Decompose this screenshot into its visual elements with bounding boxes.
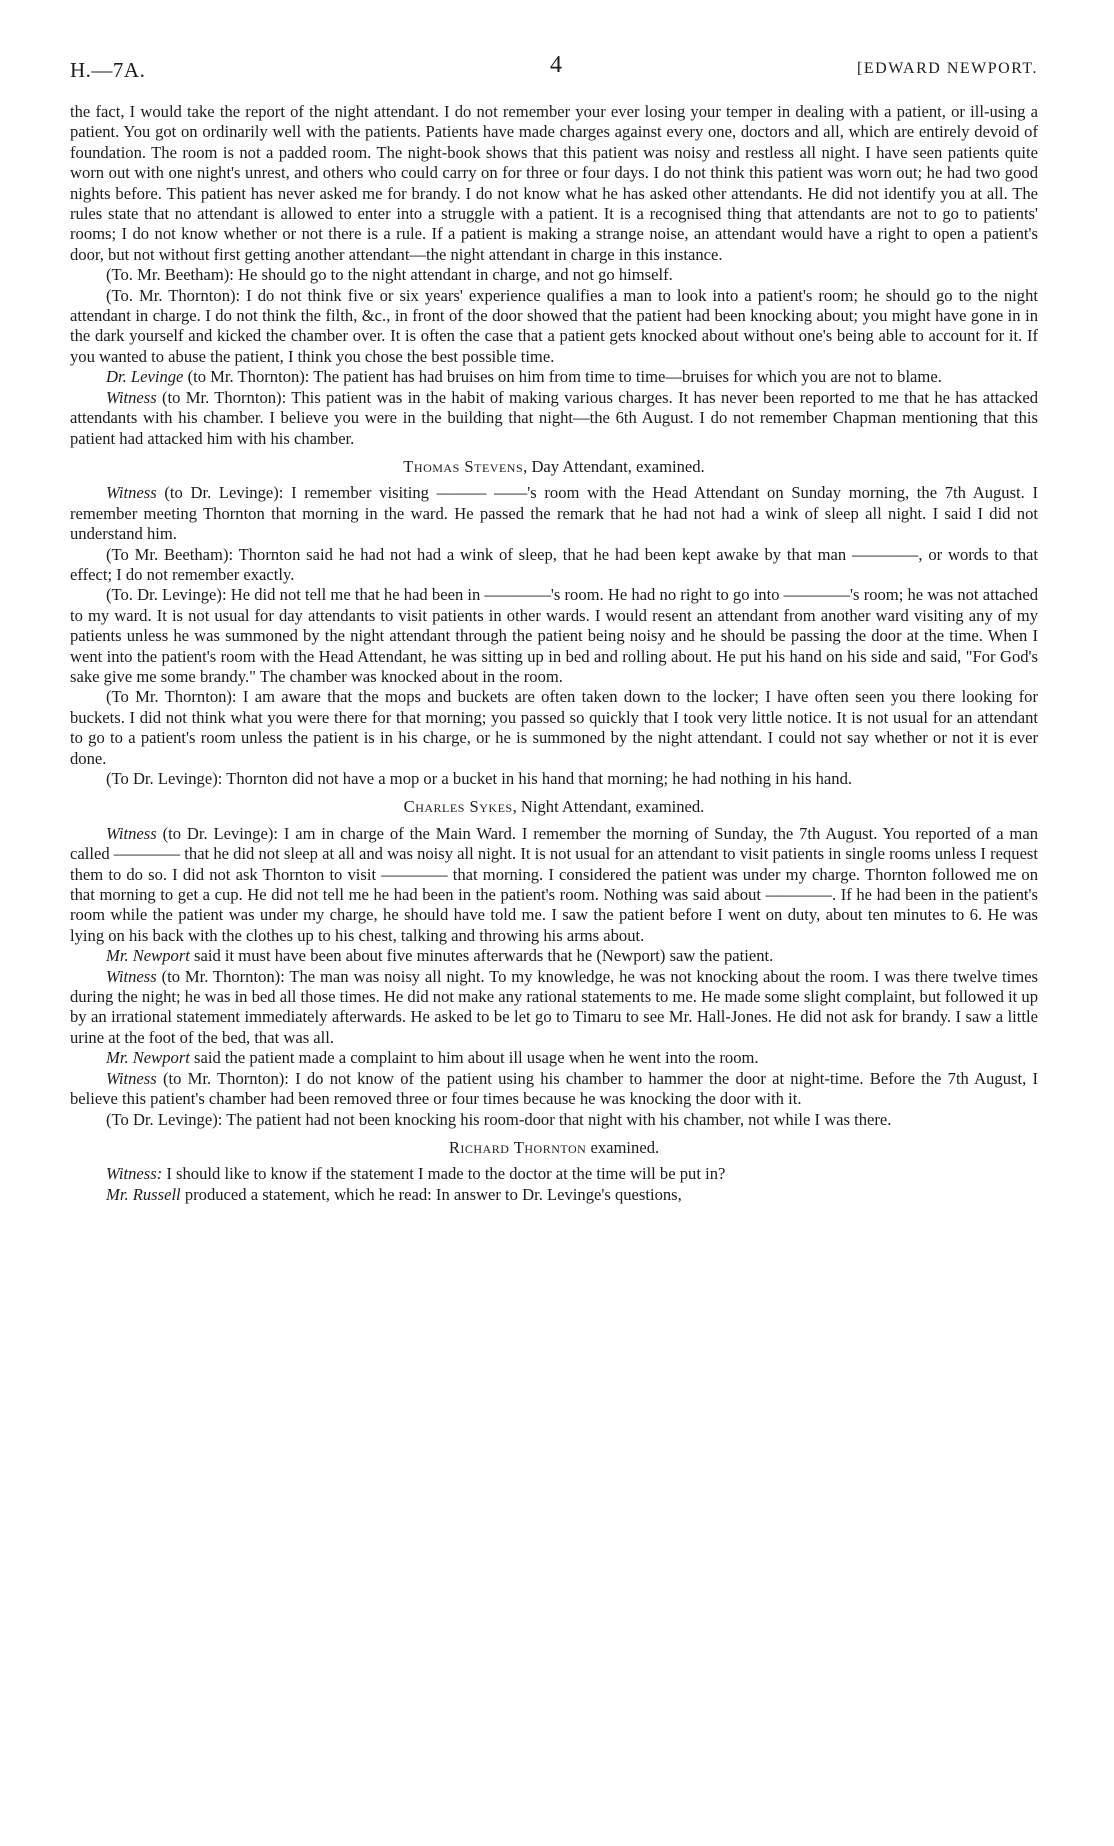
document-body: [70, 102, 1038, 1205]
paragraph: (To. Mr. Beetham): He should go to the night attendant in charge, and not go himself.: [106, 265, 673, 285]
paragraph-text: (to Dr. Levinge): I am in charge of the Main Ward. I remember the morning of Sunday, the 7th August. You reported of a man called ———— that he did not sleep at all and was noisy all night. It is not usual for an attendant to visit patients in single rooms unless I request them to do so. I did not ask Thornton to visit ———— that morning. I considered the patient was under my charge. Thornton followed me on that morning to get a cup. He did not tell me he had been in the patient's room. Nothing was said about ————. If he had been in the patient's room while the patient was under my charge, he should have told me. I saw the patient before I went on duty, about ten minutes to 6. He was lying on his back with the clothes up to his chest, talking and throwing his arms about.: [70, 823, 1038, 945]
paragraph: [70, 1164, 1038, 1184]
speaker: Witness:: [106, 1164, 163, 1184]
paragraph: [70, 388, 1038, 449]
paragraph-text: (to Dr. Levinge): I remember visiting ——— ——'s room with the Head Attendant on Sunday morning, the 7th August. I remember meeting Thornton that morning in the ward. He passed the remark that he had not had a wink of sleep all night. I said I did not understand him.: [70, 483, 1038, 544]
witness-name: Thomas Stevens: [403, 456, 524, 476]
heading-text: , Night Attendant, examined.: [512, 797, 705, 817]
speaker: Mr. Russell: [106, 1184, 181, 1204]
paragraph-text: said the patient made a complaint to him about ill usage when he went into the room.: [189, 1048, 759, 1068]
paragraph: (To. Dr. Levinge): He did not tell me that he had been in ————'s room. He had no right to go into ————'s room; he was not attached to my ward. It is not usual for day attendants to visit patients in other wards. I would resent an attendant from another ward visiting any of my patients unless he was summoned by the night attendant through the patient being noisy and he should be passing the door at the time. When I went into the patient's room with the Head Attendant, he was sitting up in bed and rolling about. He put his hand on his side and said, "For God's sake give me some brandy." The chamber was knocked about in the room.: [70, 585, 1038, 686]
paragraph: [70, 1185, 1038, 1205]
heading-text: , Day Attendant, examined.: [523, 456, 705, 476]
witness-name-running-head: [EDWARD NEWPORT.: [857, 60, 1038, 77]
paragraph: (To. Mr. Thornton): I do not think five or six years' experience qualifies a man to look into a patient's room; he should go to the night attendant in charge. I do not think the filth, &c., in front of the door showed that the patient had been knocking about; you might have gone in in the dark yourself and kicked the chamber over. It is often the case that a patient gets knocked about without one's being able to account for it. If you wanted to abuse the patient, I think you chose the best possible time.: [70, 285, 1038, 366]
paragraph: (To Dr. Levinge): Thornton did not have a mop or a bucket in his hand that morning; he had nothing in his hand.: [106, 769, 853, 788]
paragraph-text: (to Mr. Thornton): The man was noisy all night. To my knowledge, he was not knocking about the room. I was there twelve times during the night; he was in bed all those times. He did not make any rational statements to me. He made some slight complaint, but followed it up by an irrational statement immediately afterwards. He asked to be let go to Timaru to see Mr. Hall-Jones. He did not ask for brandy. I saw a little urine at the foot of the bed, that was all.: [70, 966, 1038, 1047]
paragraph: [70, 824, 1038, 946]
page-number: 4: [550, 52, 563, 78]
section-heading: [70, 457, 1038, 477]
witness-name: Richard Thornton: [448, 1137, 587, 1157]
speaker: Mr. Newport: [106, 946, 190, 966]
paragraph: [70, 946, 1038, 966]
section-heading: [70, 1138, 1038, 1158]
speaker: Witness: [106, 823, 157, 843]
heading-text: examined.: [586, 1137, 660, 1157]
paragraph-text: (to Mr. Thornton): This patient was in the habit of making various charges. It has never been reported to me that he has attacked attendants with his chamber. I believe you were in the building that night—the 6th August. I do not remember Chapman mentioning that this patient had attacked him with his chamber.: [70, 387, 1038, 448]
paragraph-text: said it must have been about five minutes afterwards that he (Newport) saw the patient.: [189, 946, 774, 966]
paragraph: [70, 367, 1038, 387]
paragraph: [70, 1069, 1038, 1110]
paragraph: (To Mr. Thornton): I am aware that the mops and buckets are often taken down to the locker; I have often seen you there looking for buckets. I did not think what you were there for that morning; you passed so quickly that I took very little notice. It is not usual for an attendant to go to a patient's room unless the patient is in his charge, or he is summoned by the night attendant. I could not say whether or not it is ever done.: [70, 687, 1038, 768]
paragraph: the fact, I would take the report of the night attendant. I do not remember your ever losing your temper in dealing with a patient, or ill-using a patient. You got on ordinarily well with the patients. Patients have made charges against every one, doctors and all, which are entirely devoid of foundation. The room is not a padded room. The night-book shows that this patient was noisy and restless all night. I have seen patients quite worn out with one night's unrest, and others who could carry on for three or four days. I do not think this patient was worn out; he had two good nights before. This patient has never asked me for brandy. I do not know what he has asked other attendants. He did not identify you at all. The rules state that no attendant is allowed to enter into a struggle with a patient. It is a recognised thing that attendants are not to go to patients' rooms; I do not know whether or not there is a rule. If a patient is making a strange noise, an attendant would have a right to open a patient's door, but not without first getting another attendant—the night attendant in charge in this instance.: [70, 102, 1038, 264]
section-heading: [70, 797, 1038, 817]
witness-name: Charles Sykes: [403, 797, 513, 817]
paragraph-text: I should like to know if the statement I made to the doctor at the time will be put in?: [162, 1164, 726, 1184]
speaker: Mr. Newport: [106, 1048, 190, 1068]
paragraph: [70, 1048, 1038, 1068]
document-reference: H.—7A.: [70, 58, 146, 82]
paragraph-text: (to Mr. Thornton): I do not know of the patient using his chamber to hammer the door at night-time. Before the 7th August, I believe this patient's chamber had been removed three or four times because he was knocking the door with it.: [70, 1068, 1038, 1109]
paragraph: (To Dr. Levinge): The patient had not been knocking his room-door that night with his chamber, not while I was there.: [106, 1109, 892, 1129]
paragraph-text: produced a statement, which he read: In answer to Dr. Levinge's questions,: [180, 1184, 682, 1204]
speaker: Dr. Levinge: [106, 367, 184, 387]
speaker: Witness: [106, 966, 157, 986]
paragraph-text: (to Mr. Thornton): The patient has had bruises on him from time to time—bruises for which you are not to blame.: [183, 367, 942, 387]
paragraph: [70, 967, 1038, 1049]
speaker: Witness: [106, 387, 157, 407]
page-header: [70, 40, 1038, 80]
speaker: Witness: [106, 483, 157, 503]
paragraph: (To Mr. Beetham): Thornton said he had not had a wink of sleep, that he had been kept awake by that man ————, or words to that effect; I do not remember exactly.: [70, 544, 1038, 584]
speaker: Witness: [106, 1068, 157, 1088]
paragraph: [70, 483, 1038, 544]
